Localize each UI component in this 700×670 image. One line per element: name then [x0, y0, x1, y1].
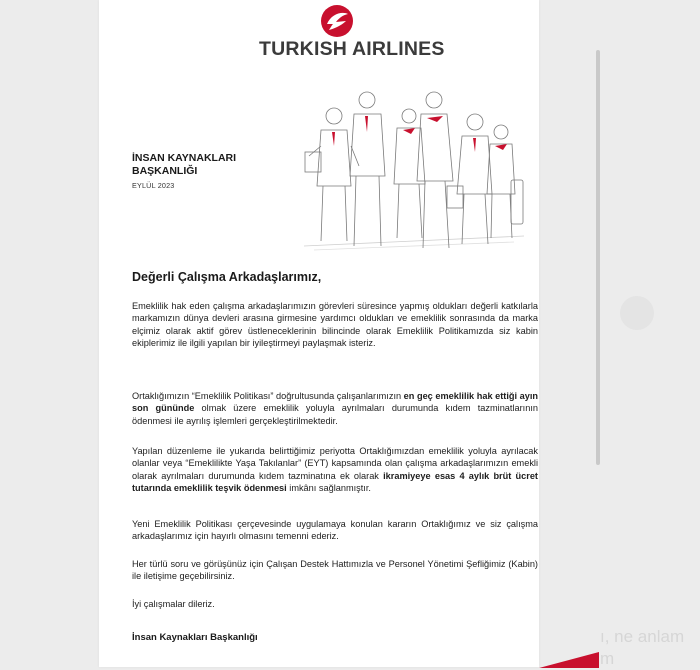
paragraph-1: Emeklilik hak eden çalışma arkadaşlarımızın görevleri süresince yapmış oldukları değerli katkılarla markamızın dünya devleri arasına girmesine yardımcı oldukları ve emeklilik sonrasında da marka elçimiz olarak aktif görev üstleneceklerinin bilincinde olarak Emeklilik Politikamızda siz kabin ekiplerimiz ile ilgili yapılan bir iyileştirmeyi paylaşmak isteriz. [132, 301, 538, 349]
cabin-crew-illustration [299, 86, 529, 254]
footer-red-accent [539, 648, 599, 668]
letter-date: EYLÜL 2023 [132, 181, 175, 190]
paragraph-6: İyi çalışmalar dileriz. [132, 599, 215, 609]
paragraph-3-text-c: imkânı sağlanmıştır. [286, 483, 371, 494]
background-icon [620, 296, 654, 330]
department-title: İNSAN KAYNAKLARI BAŞKANLIĞI [132, 152, 237, 177]
paragraph-5: Her türlü soru ve görüşünüz için Çalışan Destek Hattımızla ve Personel Yönetimi Şefliğimiz (Kabin) ile iletişime geçebilirsiniz. [132, 559, 538, 582]
paragraph-3 [132, 445, 538, 495]
paragraph-3-bold: ikramiyeye esas 4 aylık brüt ücret tutarında emeklilik teşvik ödenmesi [132, 470, 538, 494]
paragraph-3-text-a: Yapılan düzenleme ile yukarıda belirttiğimiz periyotta Ortaklığımızdan emeklilik yoluyla ayrılacak olanlar veya “Emeklilikte Yaşa Takılanlar” (EYT) kapsamında olan çalışma arkadaşlarımızın emekli olarak ayrılmaları durumunda kıdem tazminatına ek olarak [132, 446, 538, 481]
background-text-line-2: m [600, 649, 615, 668]
paragraph-2-bold: en geç emeklilik hak ettiği ayın son gününde [132, 391, 538, 414]
letter-page [99, 0, 539, 667]
background-text [600, 626, 684, 670]
scrollbar[interactable] [596, 50, 600, 465]
greeting: Değerli Çalışma Arkadaşlarımız, [132, 270, 322, 284]
signature: İnsan Kaynakları Başkanlığı [132, 632, 258, 643]
brand-name: TURKISH AIRLINES [259, 38, 445, 60]
background-text-line-1: ı, ne anlam [600, 627, 685, 646]
paragraph-2-text-a: Ortaklığımızın “Emeklilik Politikası” doğrultusunda çalışanlarımızın [132, 391, 404, 401]
paragraph-2-text-c: olmak üzere emeklilik yoluyla ayrılmaları durumunda kıdem tazminatlarının ödenmesi ile ayrılış işlemleri gerçekleştirilmektedir. [132, 403, 539, 426]
paragraph-2 [132, 390, 538, 427]
turkish-airlines-logo-icon [320, 4, 354, 38]
paragraph-4: Yeni Emeklilik Politikası çerçevesinde uygulamaya konulan kararın Ortaklığımız ve siz çalışma arkadaşlarımız için hayırlı olmasını temenni ederiz. [132, 519, 538, 542]
